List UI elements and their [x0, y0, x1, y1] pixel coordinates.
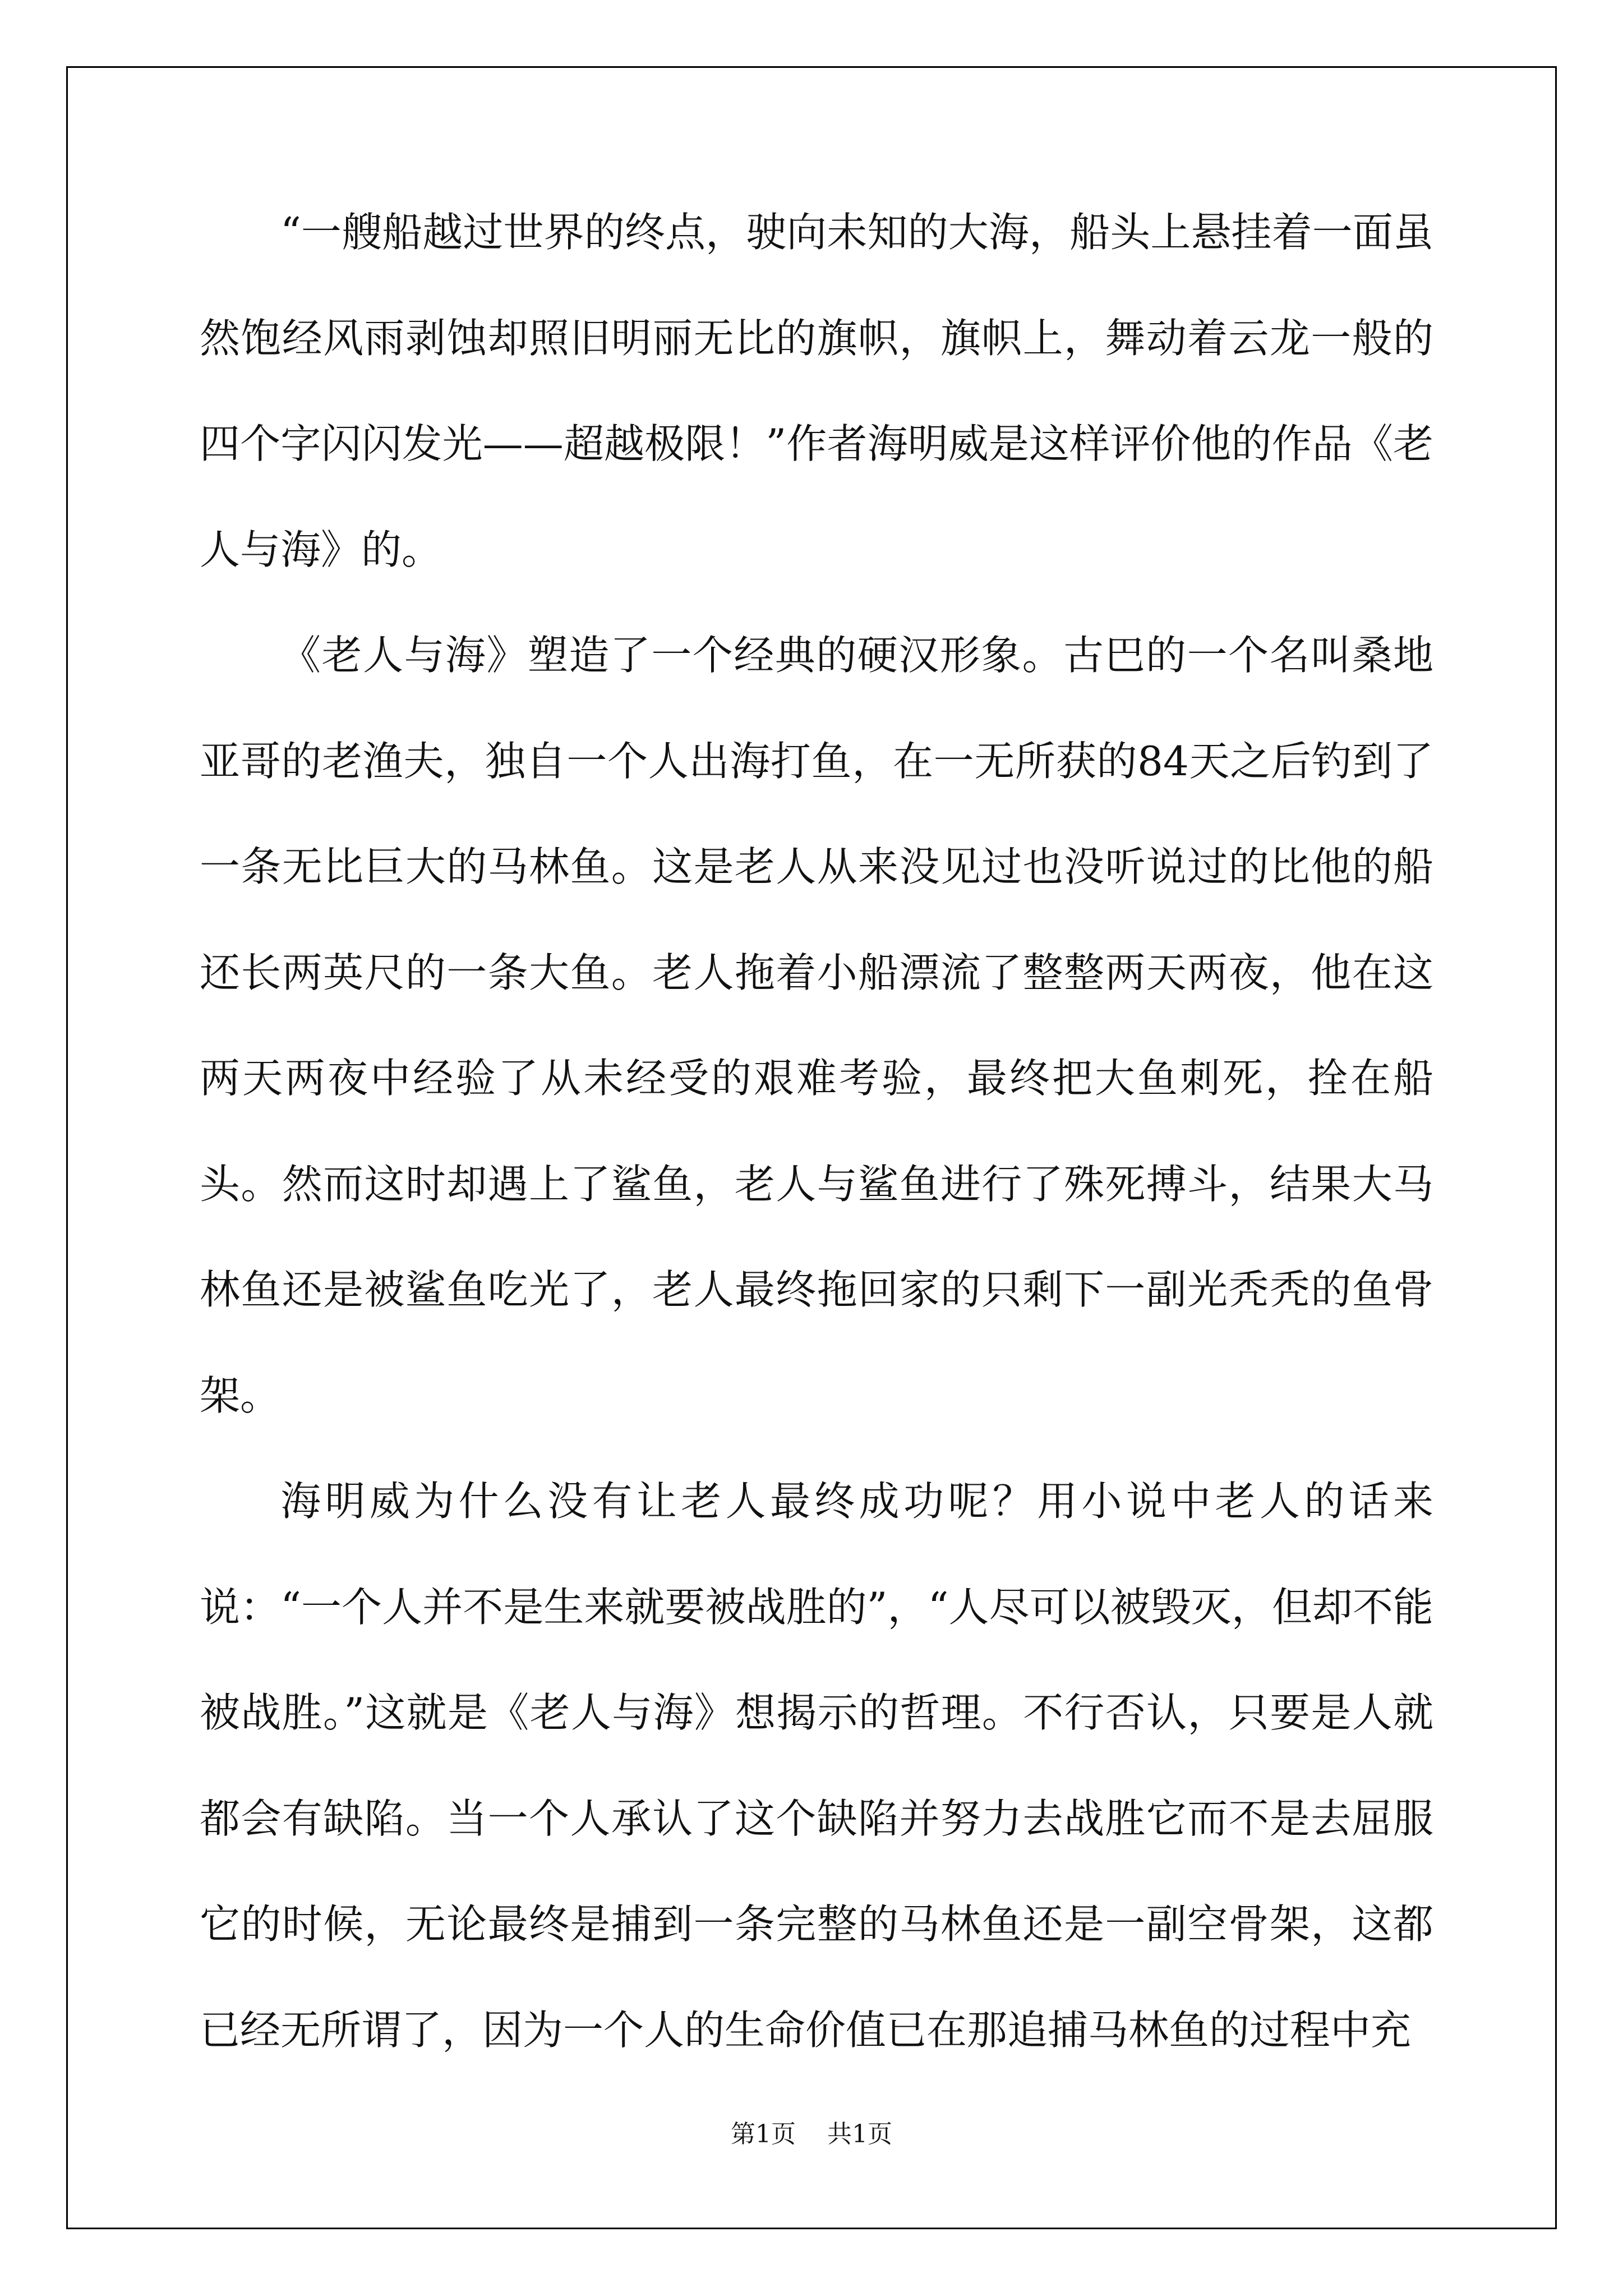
paragraph: 《老人与海》塑造了一个经典的硬汉形象。古巴的一个名叫桑地亚哥的老渔夫，独自一个人出海打鱼，在一无所获的84天之后钓到了一条无比巨大的马林鱼。这是老人从来没见过也没听说过的比他的船还长两英尺的一条大鱼。老人拖着小船漂流了整整两天两夜，他在这两天两夜中经验了从未经受的艰难考验，最终把大鱼刺死，拴在船头。然而这时却遇上了鲨鱼，老人与鲨鱼进行了殊死搏斗，结果大马林鱼还是被鲨鱼吃光了，老人最终拖回家的只剩下一副光秃秃的鱼骨架。 [200, 632, 1433, 1419]
paragraph: “一艘船越过世界的终点，驶向未知的大海，船头上悬挂着一面虽然饱经风雨剥蚀却照旧明丽无比的旗帜，旗帜上，舞动着云龙一般的四个字闪闪发光——超越极限！”作者海明威是这样评价他的作品《老人与海》的。 [200, 209, 1433, 573]
document-body [200, 180, 1433, 2083]
paragraph: 海明威为什么没有让老人最终成功呢？用小说中老人的话来说：“一个人并不是生来就要被战胜的”，“人尽可以被毁灭，但却不能被战胜。”这就是《老人与海》想揭示的哲理。不行否认，只要是人就都会有缺陷。当一个人承认了这个缺陷并努力去战胜它而不是去屈服它的时候，无论最终是捕到一条完整的马林鱼还是一副空骨架，这都已经无所谓了，因为一个人的生命价值已在那追捕马林鱼的过程中充 [200, 1478, 1433, 2054]
page-number-footer: 第1页 共1页 [731, 2120, 892, 2148]
